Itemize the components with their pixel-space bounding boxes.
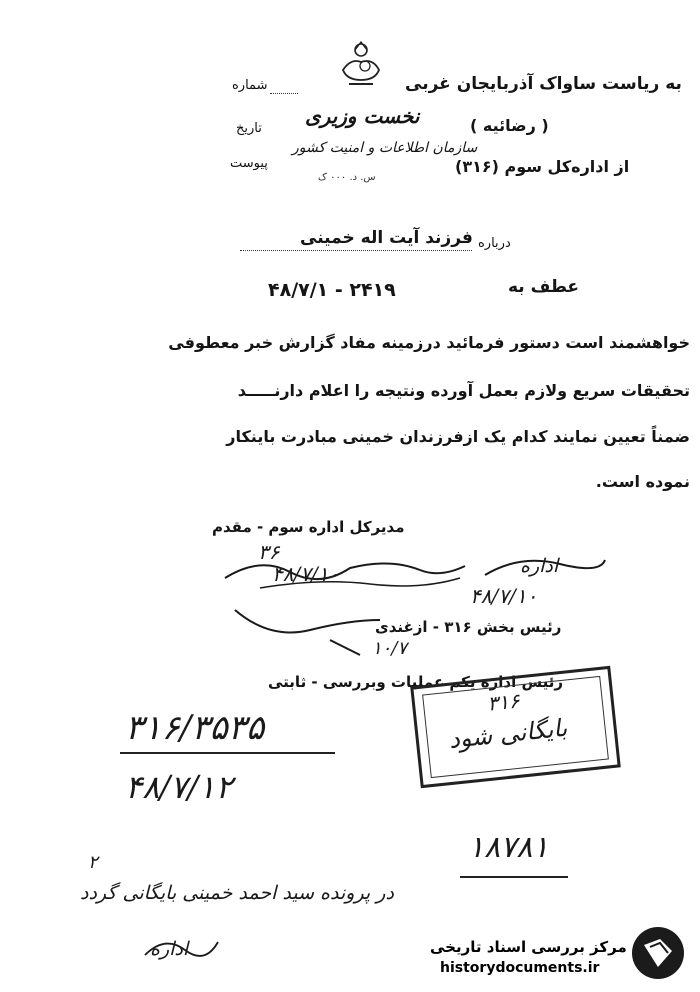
date-label: تاریخ bbox=[236, 121, 262, 136]
section-head: رئیس بخش ۳۱۶ - ازغندی bbox=[375, 618, 562, 636]
edare-note: اداره bbox=[520, 555, 559, 577]
body-line-4: نموده است. bbox=[595, 472, 690, 491]
watermark-name: مرکز بررسی اسناد تاریخی bbox=[430, 938, 627, 956]
section-scribble bbox=[230, 600, 390, 660]
body-line-1: خواهشمند است دستور فرمائید درزمینه مفاد گزارش خبر معطوفی bbox=[168, 333, 690, 352]
file-date: ۴۸/۷/۱۲ bbox=[125, 768, 233, 806]
reference-value: ۲۴۱۹ - ۴۸/۷/۱ bbox=[268, 279, 396, 301]
reference-label: عطف به bbox=[508, 277, 580, 297]
file-number-underline bbox=[120, 752, 335, 754]
subject-label: درباره bbox=[478, 236, 511, 251]
handwritten-note: در پرونده سید احمد خمینی بایگانی گردد bbox=[80, 882, 394, 904]
director-scribble bbox=[220, 548, 470, 598]
serial-number: ۱۸۷۸۱ bbox=[468, 830, 549, 865]
edare-date: ۴۸/۷/۱۰ bbox=[470, 584, 538, 608]
org-code: س. د. ۰۰۰ ک bbox=[318, 172, 376, 183]
body-line-2: تحقیقات سریع ولازم بعمل آورده ونتیجه را اعلام دارنـــــد bbox=[237, 381, 690, 400]
subject-value: فرزند آیت اله خمینی bbox=[300, 228, 473, 248]
stamp-text: بایگانی شود bbox=[447, 713, 569, 754]
attachment-label: پیوست bbox=[230, 156, 268, 171]
ops-head: رئیس اداره یکم عملیات وبررسی - ثابتی bbox=[268, 673, 564, 691]
serial-underline bbox=[460, 876, 568, 878]
edare-scribble bbox=[480, 550, 610, 590]
stamp-number: ۳۱۶ bbox=[486, 688, 521, 716]
number-dotline bbox=[270, 93, 298, 94]
archive-logo-icon bbox=[630, 925, 686, 981]
lion-and-sun-emblem bbox=[335, 40, 387, 92]
section-hand-date: ۱۰/۷ bbox=[372, 638, 408, 659]
subject-dotline bbox=[240, 250, 472, 251]
to-line: به ریاست ساواک آذربایجان غربی bbox=[405, 74, 682, 94]
org-subtitle: سازمان اطلاعات و امنیت کشور bbox=[292, 140, 478, 156]
director-signature: مدیرکل اداره سوم - مقدم bbox=[212, 518, 405, 536]
director-hand-mark: ۳۶ bbox=[258, 540, 280, 564]
note-number: ۲ bbox=[88, 852, 98, 873]
to-city: ( رضائیه ) bbox=[470, 116, 549, 135]
note-scribble bbox=[140, 930, 220, 970]
watermark-url: historydocuments.ir bbox=[440, 960, 600, 976]
note-signoff: اداره bbox=[150, 938, 189, 960]
archive-stamp bbox=[410, 666, 621, 788]
from-line: از اداره‌کل سوم (۳۱۶) bbox=[455, 157, 630, 176]
director-hand-date: ۴۸/۷/۱۰ bbox=[272, 562, 340, 586]
file-number: ۳۱۶/۳۵۳۵ bbox=[125, 708, 265, 748]
org-title: نخست وزیری bbox=[305, 104, 420, 128]
number-label: شماره bbox=[232, 78, 268, 93]
body-line-3: ضمناً تعیین نمایند کدام یک ازفرزندان خمینی مبادرت باینکار bbox=[226, 427, 690, 446]
